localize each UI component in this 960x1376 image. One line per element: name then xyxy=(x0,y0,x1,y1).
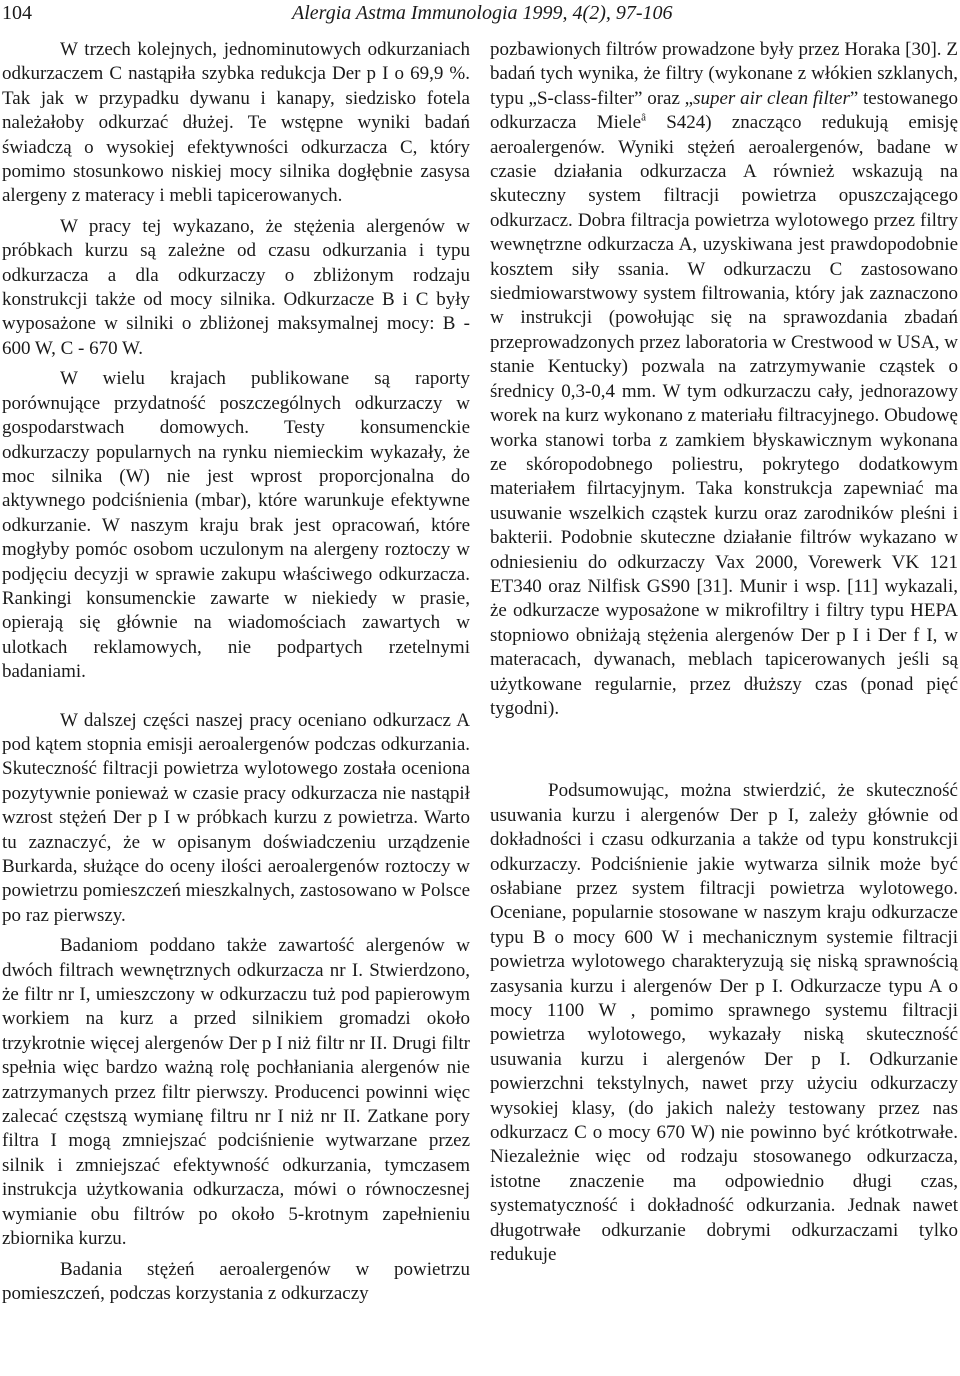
paragraph-emission-evaluation: W dalszej części naszej pracy oceniano odkurzacz A pod kątem stopnia emisji aeroalergenów podczas odkurzania. Skuteczność filtracji powietrza wylotowego została oceniona pozytywnie ponieważ w czasie pracy odkurzacza nie nastąpił wzrost stężeń Der p I w próbkach kurzu z powietrza. Warto tu zaznaczyć, że w opisanym doświadczeniu urządzenie Burkarda, służące do oceny ilości aeroalergenów roztoczy w powietrzu pomieszczeń mieszkalnych, zastosowano w Polsce po raz pierwszy. xyxy=(2,709,470,926)
text-segment: ” testowanego odkurzacza Miele xyxy=(490,87,958,134)
page-number: 104 xyxy=(2,2,32,24)
right-column xyxy=(490,38,958,1268)
paragraph-filtration-studies xyxy=(490,38,958,721)
paragraph-internal-filters: Badaniom poddano także zawartość alergenów w dwóch filtrach wewnętrznych odkurzacza nr I. Stwierdzono, że filtr nr I, umieszczony w odkurzaczu tuż pod papierowym workiem na kurz a przed silnikiem gromadzi około trzykrotnie więcej alergenów Der p I niż filtr nr II. Drugi filtr spełnia więc bardzo ważną rolę pochłaniania alergenów nie zatrzymanych przez filtr pierwszy. Producenci powinni więc zalecać częstszą wymianę filtru nr I niż nr II. Zatkane pory filtra I mogą zmniejszać podciśnienie wytwarzane przez silnik i zmniejszać efektywność odkurzania, tymczasem instrukcja użytkowania odkurzacza, mówi o równoczesnej wymianie obu filtrów po około 5-krotnym zapełnieniu zbiornika kurzu. xyxy=(2,935,470,1250)
text-segment: S424) znacząco redukują emisję aeroalergenów. Wyniki stężeń aeroalergenów, badane w czasie działania odkurzacza A również wskazują na skuteczny system filtracji powietrza opuszczającego odkurzacz. Dobra filtracja powietrza wylotowego przez filtry wewnętrzne odkurzacza A, uzyskiwana jest prawdopodobnie kosztem siły ssania. W odkurzaczu C zastosowano siedmiowarstwowy system filtrowania, który jak zaznaczono w instrukcji (powołując się na sprawozdania zbadań przeprowadzonych przez laboratoria w Crestwood w USA, w stanie Kentucky) pozwala na zatrzymywanie cząstek o średnicy 0,3-0,4 mm. W tym odkurzaczu cały, jednorazowy worek na kurz wykonano z materiału filtracyjnego. Obudowę worka stanowi torba z zamkiem błyskawicznym wykonana ze skóropodobnego poliestru, pokrytego dodatkowym materiałem filrtacyjnym. Taka konstrukcja zapewniać ma usuwanie wszelkich cząstek kurzu oraz zarodników pleśni i bakterii. Podobnie skuteczne działanie filtrów wykazano w odniesieniu do odkurzaczy Vax 2000, Vorewerk VK 121 ET340 oraz Nilfisk GS90 [31]. Munir i wsp. [11] wykazali, że odkurzacze wyposażone w mikrofiltry i filtry typu HEPA stopniowo obniżają stężenia alergenów Der p I i Der f I, w materacach, dywanach, meblach tapicerowanych jeśli są użytkowane regularnie, przez dłuższy czas (ponad pięć tygodni). xyxy=(490,112,959,719)
paragraph-vacuum-c-reduction: W trzech kolejnych, jednominutowych odkurzaniach odkurzaczem C nastąpiła szybka redukcja Der p I o 69,9 %. Tak jak w przypadku dywanu i kanapy, siedzisko fotela należałoby odkurzać dłużej. Te wstępne wyniki badań świadczą o wysokiej efektywności odkurzacza C, który pomimo stosunkowo niskiej mocy silnika dogłębnie zasysa alergeny z materacy i mebli tapicerowanych. xyxy=(2,39,470,207)
text-emphasis: super air clean filter xyxy=(693,87,850,109)
paragraph-findings: W pracy tej wykazano, że stężenia alergenów w próbkach kurzu są zależne od czasu odkurzania i typu odkurzacza a dla odkurzaczy o zbliżonym rodzaju konstrukcji także od mocy silnika. Odkurzacze B i C były wyposażone w silniki o zbliżonej maksymalnej mocy: B - 600 W, C - 670 W. xyxy=(2,215,470,359)
paragraph-summary: Podsumowując, można stwierdzić, że skuteczność usuwania kurzu i alergenów Der p I, zależy głównie od dokładności i czasu odkurzania a także od typu konstrukcji odkurzaczy. Podciśnienie jakie wytwarza silnik może być osłabiane przez system filtracji powietrza wylotowego. Oceniane, popularnie stosowane w naszym kraju odkurzacze typu B o mocy 600 W i mechanicznym systemie filtracji powietrza wylotowego charakteryzują się niską sprawnością zasysania kurzu i alergenów Der p I. Odkurzacze typu A o mocy 1100 W , pomimo sprawnego systemu filtracji powietrza wylotowego, wykazały niską skuteczność usuwania kurzu i alergenów Der p I. Odkurzanie powierzchni tekstylnych, nawet przy użyciu odkurzaczy wysokiej klasy, (do jakich należy testowany przez nas odkurzacz C o mocy 670 W) nie powinno być krótkotrwałe. Niezależnie więc od rodzaju stosowanego odkurzacza, istotne znaczenie ma odpowiednio długi czas, systematyczność i dokładność odkurzania. Jednak nawet długotrwałe odkurzanie dobrymi odkurzaczami tylko redukuje xyxy=(490,780,958,1266)
paragraph-consumer-reports: W wielu krajach publikowane są raporty porównujące przydatność poszczególnych odkurzaczy w gospodarstwach domowych. Testy konsumenckie odkurzaczy popularnych na rynku niemieckim wykazały, że moc silnika (W) nie jest wprost proporcjonalna do aktywnego podciśnienia (mbar), które warunkuje efektywne odkurzanie. W naszym kraju brak jest opracowań, które mogłyby pomóc osobom uczulonym na alergeny roztoczy w podjęciu decyzji w sprawie zakupu właściwego odkurzacza. Rankingi konsumenckie zawarte w niekiedy w prasie, opierają się głównie na wiadomościach zawartych w ulotkach reklamowych, nie podpartych rzetelnymi badaniami. xyxy=(2,368,470,683)
paragraph-airborne-allergens: Badania stężeń aeroalergenów w powietrzu pomieszczeń, podczas korzystania z odkurzaczy xyxy=(2,1258,470,1304)
superscript-mark: â xyxy=(641,111,646,124)
page-header xyxy=(0,0,960,26)
journal-running-head: Alergia Astma Immunologia 1999, 4(2), 97-106 xyxy=(292,2,673,24)
text-segment: pozbawionych filtrów prowadzone były przez Horaka [30]. Z badań tych wynika, że filtry (wykonane z włókien szklanych, typu „S-class-filter” oraz „ xyxy=(490,39,958,109)
left-column xyxy=(2,38,470,1306)
